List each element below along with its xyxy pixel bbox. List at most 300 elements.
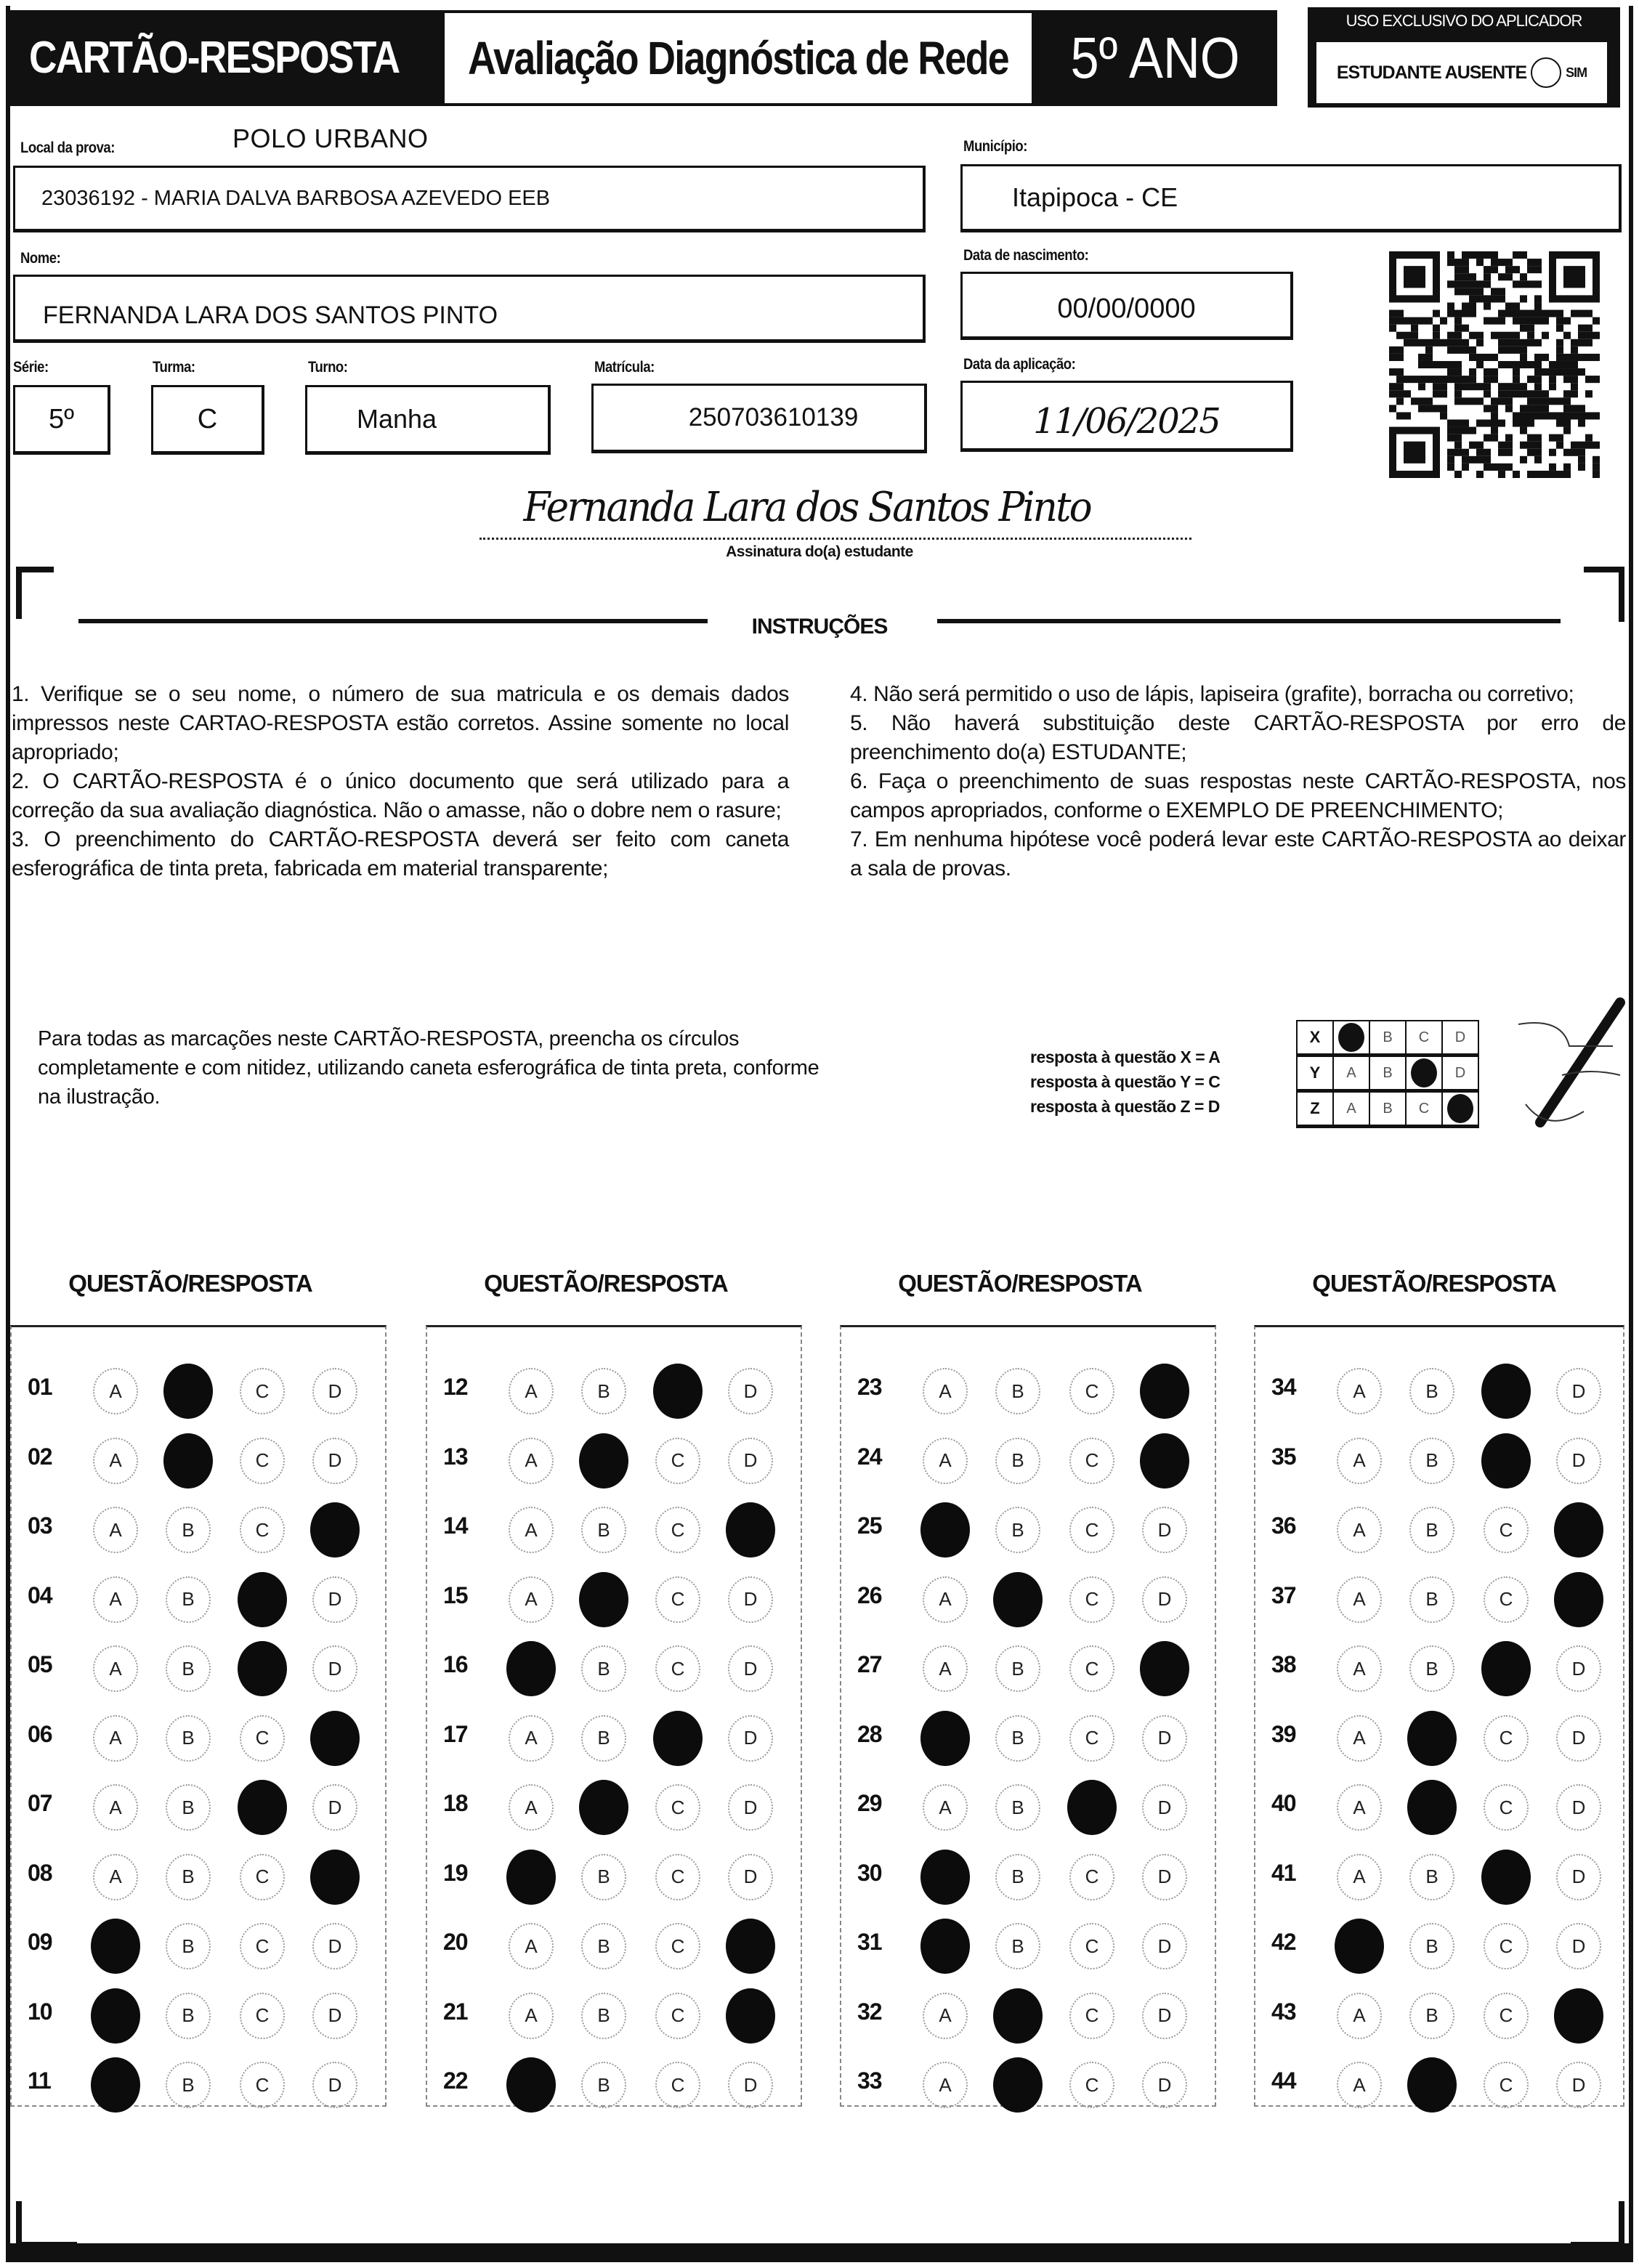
question-number: 36 — [1271, 1512, 1296, 1539]
answer-bubble[interactable]: D — [1142, 1715, 1187, 1762]
answer-bubble[interactable]: D — [1556, 1368, 1601, 1414]
example-question-label: Y — [1297, 1056, 1333, 1091]
answer-bubble[interactable]: A — [923, 1368, 968, 1414]
absent-student-box — [1316, 42, 1607, 103]
example-empty-bubble: B — [1369, 1056, 1406, 1091]
answer-bubble-filled[interactable] — [163, 1433, 213, 1489]
answer-bubble-filled[interactable] — [1554, 1988, 1603, 2044]
question-number: 41 — [1271, 1859, 1296, 1886]
answer-bubble[interactable]: B — [166, 1854, 211, 1900]
answer-bubble[interactable]: A — [923, 1993, 968, 2039]
example-label: resposta à questão Z = D — [1030, 1097, 1220, 1116]
question-number: 02 — [28, 1443, 52, 1470]
answer-bubble[interactable]: A — [93, 1576, 138, 1623]
answer-bubble[interactable]: C — [240, 1438, 285, 1484]
answer-bubble-filled[interactable] — [579, 1433, 628, 1489]
question-row — [427, 1565, 801, 1635]
question-number: 34 — [1271, 1374, 1296, 1400]
answer-bubble[interactable]: C — [655, 1438, 700, 1484]
answer-bubble[interactable]: C — [1484, 1715, 1529, 1762]
corner-mark-bottom-right-v — [1619, 2201, 1624, 2246]
example-empty-bubble: B — [1369, 1021, 1406, 1056]
birth-date-value: 00/00/0000 — [1057, 293, 1196, 324]
answer-bubble[interactable]: C — [655, 1784, 700, 1831]
answer-bubble[interactable]: C — [240, 1715, 285, 1762]
answer-bubble[interactable]: A — [509, 1438, 554, 1484]
municipality-label: Município: — [963, 138, 1027, 155]
answer-bubble[interactable]: D — [1556, 1923, 1601, 1969]
answer-bubble-filled[interactable] — [91, 1919, 140, 1974]
answer-bubble[interactable]: A — [93, 1784, 138, 1831]
answer-bubble[interactable]: D — [728, 1438, 773, 1484]
question-number: 28 — [857, 1720, 882, 1747]
answer-bubble[interactable]: D — [1142, 1993, 1187, 2039]
answer-bubble[interactable]: C — [240, 1368, 285, 1414]
answer-bubble[interactable]: D — [312, 1645, 357, 1692]
question-row — [12, 2050, 385, 2120]
question-row — [841, 1634, 1215, 1704]
answer-bubble[interactable]: C — [655, 1993, 700, 2039]
answer-bubble-filled[interactable] — [310, 1711, 360, 1766]
question-row — [427, 2050, 801, 2120]
answer-bubble-filled[interactable] — [993, 2057, 1043, 2113]
answer-bubble[interactable]: C — [240, 1923, 285, 1969]
answer-bubble[interactable]: C — [1069, 1576, 1114, 1623]
answer-bubble[interactable]: B — [995, 1784, 1040, 1831]
answer-bubble[interactable]: C — [240, 1854, 285, 1900]
answer-bubble[interactable]: B — [995, 1368, 1040, 1414]
answer-bubble[interactable]: C — [1484, 1507, 1529, 1553]
answer-bubble[interactable]: B — [581, 1715, 626, 1762]
answer-bubble[interactable]: B — [1409, 1854, 1454, 1900]
answer-bubble[interactable]: D — [1142, 1923, 1187, 1969]
question-row — [841, 1565, 1215, 1635]
answer-bubble[interactable]: D — [728, 1784, 773, 1831]
answer-bubble[interactable]: C — [1484, 1993, 1529, 2039]
answer-bubble-filled[interactable] — [920, 1502, 970, 1558]
question-row — [1255, 1704, 1623, 1773]
class-value: C — [197, 403, 218, 434]
example-row — [1297, 1021, 1478, 1056]
answer-bubble-filled[interactable] — [1140, 1641, 1189, 1696]
answer-bubble[interactable]: B — [1409, 1507, 1454, 1553]
question-number: 24 — [857, 1443, 882, 1470]
answer-bubble[interactable]: C — [655, 1854, 700, 1900]
question-row — [12, 1426, 385, 1496]
answer-bubble[interactable]: D — [728, 2062, 773, 2108]
answer-bubble[interactable]: B — [166, 1923, 211, 1969]
answer-bubble-filled[interactable] — [1481, 1364, 1531, 1419]
answer-bubble-filled[interactable] — [310, 1850, 360, 1905]
answer-bubble[interactable]: C — [1484, 2062, 1529, 2108]
answer-bubble-filled[interactable] — [1140, 1433, 1189, 1489]
evaluation-title: Avaliação Diagnóstica de Rede — [467, 32, 1009, 84]
answer-bubble[interactable]: B — [995, 1923, 1040, 1969]
answer-bubble-filled[interactable] — [653, 1711, 703, 1766]
answer-bubble[interactable]: A — [1337, 1438, 1382, 1484]
question-row — [427, 1495, 801, 1565]
question-row — [427, 1426, 801, 1496]
answer-bubble-filled[interactable] — [163, 1364, 213, 1419]
answer-bubble[interactable]: B — [166, 1784, 211, 1831]
answer-bubble-filled[interactable] — [506, 2057, 556, 2113]
question-row — [12, 1495, 385, 1565]
answer-bubble[interactable]: B — [1409, 1993, 1454, 2039]
answer-bubble[interactable]: B — [166, 1993, 211, 2039]
answer-bubble[interactable]: B — [1409, 1645, 1454, 1692]
answer-bubble[interactable]: C — [655, 2062, 700, 2108]
example-empty-bubble: A — [1333, 1056, 1369, 1091]
example-row — [1297, 1091, 1478, 1127]
question-row — [841, 2050, 1215, 2120]
enrollment-label: Matrícula: — [594, 359, 655, 376]
answer-bubble[interactable]: B — [166, 2062, 211, 2108]
answer-bubble[interactable]: B — [1409, 1923, 1454, 1969]
answer-bubble-filled[interactable] — [238, 1641, 287, 1696]
answer-bubble[interactable]: C — [655, 1923, 700, 1969]
answer-bubble[interactable]: B — [1409, 1576, 1454, 1623]
answer-bubble[interactable]: B — [995, 1715, 1040, 1762]
question-number: 01 — [28, 1374, 52, 1400]
exam-site-label: Local da prova: — [20, 139, 115, 156]
answer-bubble-filled[interactable] — [1554, 1502, 1603, 1558]
question-row — [1255, 1773, 1623, 1842]
answer-bubble[interactable]: A — [1337, 1715, 1382, 1762]
answer-bubble-filled[interactable] — [1335, 1919, 1384, 1974]
answer-bubble-filled[interactable] — [1067, 1780, 1117, 1835]
answer-bubble[interactable]: A — [509, 1993, 554, 2039]
answer-bubble-filled[interactable] — [310, 1502, 360, 1558]
answer-bubble[interactable]: D — [1142, 1507, 1187, 1553]
answer-bubble[interactable]: C — [1069, 1715, 1114, 1762]
name-label: Nome: — [20, 250, 61, 267]
signature-line — [479, 479, 1191, 540]
question-row — [12, 1356, 385, 1426]
fill-instructions-note: Para todas as marcações neste CARTÃO-RESPOSTA, preencha os círculos completamente e com nitidez, utilizando caneta esferográfica de tinta preta, conforme na ilustração. — [38, 1027, 820, 1109]
example-empty-bubble: D — [1442, 1021, 1478, 1056]
question-number: 22 — [443, 2067, 468, 2094]
question-row — [427, 1842, 801, 1912]
answer-bubble[interactable]: D — [312, 1438, 357, 1484]
answer-bubble[interactable]: A — [1337, 1854, 1382, 1900]
answer-bubble[interactable]: C — [240, 1993, 285, 2039]
answer-bubble[interactable]: A — [509, 1507, 554, 1553]
answer-bubble[interactable]: C — [1484, 1576, 1529, 1623]
example-empty-bubble: B — [1369, 1091, 1406, 1127]
answer-bubble[interactable]: C — [1069, 1438, 1114, 1484]
answer-bubble-filled[interactable] — [1407, 2057, 1457, 2113]
answer-bubble[interactable]: B — [581, 1507, 626, 1553]
exam-site-polo: POLO URBANO — [232, 123, 429, 153]
question-row — [1255, 1356, 1623, 1426]
answer-bubble[interactable]: B — [995, 1645, 1040, 1692]
answer-bubble[interactable]: D — [312, 1784, 357, 1831]
question-number: 43 — [1271, 1998, 1296, 2025]
column-title: QUESTÃO/RESPOSTA — [1312, 1270, 1556, 1297]
answer-bubble[interactable]: B — [166, 1507, 211, 1553]
column-title: QUESTÃO/RESPOSTA — [898, 1270, 1142, 1297]
municipality-field — [960, 164, 1622, 232]
example-empty-bubble: C — [1406, 1091, 1442, 1127]
question-number: 07 — [28, 1790, 52, 1816]
answer-bubble[interactable]: D — [1142, 1576, 1187, 1623]
birth-date-label: Data de nascimento: — [963, 247, 1089, 264]
question-row — [841, 1495, 1215, 1565]
class-label: Turma: — [153, 359, 195, 376]
answer-bubble[interactable]: B — [995, 1438, 1040, 1484]
answer-bubble[interactable]: A — [1337, 1645, 1382, 1692]
applicator-section — [1308, 7, 1620, 108]
answer-bubble-filled[interactable] — [579, 1572, 628, 1627]
question-row — [841, 1704, 1215, 1773]
fill-example-illustration — [1296, 1020, 1479, 1128]
signature-label: Assinatura do(a) estudante — [726, 543, 913, 560]
answer-bubble[interactable]: D — [1556, 1854, 1601, 1900]
series-value: 5º — [48, 403, 74, 434]
question-number: 31 — [857, 1929, 882, 1955]
answer-bubble-filled[interactable] — [579, 1780, 628, 1835]
question-number: 42 — [1271, 1929, 1296, 1955]
answer-bubble-filled[interactable] — [1140, 1364, 1189, 1419]
question-row — [1255, 2050, 1623, 2120]
answer-bubble-filled[interactable] — [726, 1502, 775, 1558]
filled-dot-icon — [1338, 1023, 1364, 1052]
answer-bubble[interactable]: A — [93, 1645, 138, 1692]
question-row — [427, 1356, 801, 1426]
answer-bubble-filled[interactable] — [1407, 1780, 1457, 1835]
question-row — [1255, 1565, 1623, 1635]
answer-bubble[interactable]: A — [1337, 1576, 1382, 1623]
question-number: 13 — [443, 1443, 468, 1470]
answer-bubble[interactable]: C — [240, 2062, 285, 2108]
answer-bubble[interactable]: D — [1556, 1645, 1601, 1692]
answer-bubble-filled[interactable] — [91, 2057, 140, 2113]
question-row — [841, 1356, 1215, 1426]
student-signature: Fernanda Lara dos Santos Pinto — [523, 484, 1090, 531]
question-row — [841, 1842, 1215, 1912]
question-number: 23 — [857, 1374, 882, 1400]
answer-bubble-filled[interactable] — [238, 1572, 287, 1627]
answer-bubble[interactable]: A — [509, 1715, 554, 1762]
answer-bubble[interactable]: A — [923, 1645, 968, 1692]
question-number: 17 — [443, 1720, 468, 1747]
answer-bubble[interactable]: B — [1409, 1438, 1454, 1484]
answer-bubble[interactable]: B — [581, 1923, 626, 1969]
answer-bubble-filled[interactable] — [1481, 1641, 1531, 1696]
example-empty-bubble: A — [1333, 1091, 1369, 1127]
answer-bubble[interactable]: A — [1337, 1993, 1382, 2039]
answer-bubble-filled[interactable] — [993, 1988, 1043, 2044]
question-row — [12, 1981, 385, 2051]
answer-bubble-filled[interactable] — [653, 1364, 703, 1419]
question-row — [841, 1981, 1215, 2051]
question-number: 03 — [28, 1512, 52, 1539]
answer-bubble[interactable]: C — [655, 1507, 700, 1553]
answer-bubble[interactable]: C — [1069, 1993, 1114, 2039]
answer-bubble[interactable]: D — [1556, 1784, 1601, 1831]
answer-bubble[interactable]: D — [312, 1923, 357, 1969]
answer-bubble[interactable]: D — [312, 1576, 357, 1623]
answer-bubble[interactable]: A — [923, 1576, 968, 1623]
enrollment-value: 250703610139 — [688, 403, 859, 432]
answer-bubble[interactable]: B — [166, 1645, 211, 1692]
absent-bubble[interactable] — [1531, 57, 1561, 88]
pen-hand-illustration-icon — [1475, 995, 1635, 1141]
answer-bubble[interactable]: C — [1484, 1784, 1529, 1831]
answer-bubble[interactable]: A — [923, 1784, 968, 1831]
answer-bubble-filled[interactable] — [1481, 1433, 1531, 1489]
name-value: FERNANDA LARA DOS SANTOS PINTO — [43, 301, 498, 329]
answer-bubble-filled[interactable] — [726, 1988, 775, 2044]
question-number: 08 — [28, 1859, 52, 1886]
question-row — [1255, 1634, 1623, 1704]
answer-bubble[interactable]: C — [240, 1507, 285, 1553]
answer-bubble[interactable]: B — [581, 1645, 626, 1692]
question-number: 33 — [857, 2067, 882, 2094]
answer-column — [426, 1325, 802, 2107]
question-number: 27 — [857, 1651, 882, 1677]
question-row — [1255, 1981, 1623, 2051]
answer-bubble-filled[interactable] — [506, 1850, 556, 1905]
answer-bubble[interactable]: B — [1409, 1368, 1454, 1414]
example-question-label: X — [1297, 1021, 1333, 1056]
instruction-item: 1. Verifique se o seu nome, o número de sua matricula e os demais dados impressos neste CARTAO-RESPOSTA estão corretos. Assine somente no local apropriado; — [12, 682, 789, 764]
answer-bubble[interactable]: D — [1142, 2062, 1187, 2108]
filled-dot-icon — [1447, 1094, 1473, 1123]
qr-code — [1389, 251, 1600, 478]
answer-bubble[interactable]: A — [93, 1715, 138, 1762]
series-field — [13, 385, 110, 455]
answer-bubble[interactable]: A — [509, 1576, 554, 1623]
answer-bubble[interactable]: B — [166, 1715, 211, 1762]
answer-bubble-filled[interactable] — [506, 1641, 556, 1696]
question-row — [12, 1634, 385, 1704]
column-title: QUESTÃO/RESPOSTA — [484, 1270, 728, 1297]
answer-bubble[interactable]: B — [581, 1993, 626, 2039]
answer-bubble[interactable]: D — [728, 1854, 773, 1900]
question-number: 37 — [1271, 1581, 1296, 1608]
answer-bubble[interactable]: D — [728, 1715, 773, 1762]
answer-bubble[interactable]: C — [655, 1645, 700, 1692]
question-number: 15 — [443, 1581, 468, 1608]
answer-bubble[interactable]: A — [923, 2062, 968, 2108]
answer-bubble[interactable]: B — [581, 1854, 626, 1900]
answer-bubble-filled[interactable] — [920, 1850, 970, 1905]
answer-bubble[interactable]: C — [1069, 1368, 1114, 1414]
answer-bubble-filled[interactable] — [91, 1988, 140, 2044]
fill-example-table — [1296, 1020, 1479, 1128]
question-row — [841, 1911, 1215, 1981]
example-empty-bubble: C — [1406, 1021, 1442, 1056]
corner-mark-bottom-left-v — [16, 2201, 22, 2246]
answer-bubble[interactable]: A — [509, 1368, 554, 1414]
answer-bubble[interactable]: C — [1484, 1923, 1529, 1969]
question-number: 16 — [443, 1651, 468, 1677]
answer-bubble[interactable]: B — [166, 1576, 211, 1623]
birth-date-field — [960, 272, 1293, 340]
answer-bubble[interactable]: D — [728, 1576, 773, 1623]
answer-bubble[interactable]: C — [1069, 1854, 1114, 1900]
answer-bubble[interactable]: A — [509, 1784, 554, 1831]
question-number: 39 — [1271, 1720, 1296, 1747]
answer-bubble[interactable]: D — [1556, 1715, 1601, 1762]
absent-label: ESTUDANTE AUSENTE — [1336, 62, 1527, 83]
filled-dot-icon — [1411, 1058, 1437, 1088]
answer-bubble[interactable]: C — [1069, 1923, 1114, 1969]
shift-field — [305, 385, 551, 455]
answer-bubble-filled[interactable] — [1407, 1711, 1457, 1766]
answer-bubble[interactable]: B — [581, 2062, 626, 2108]
question-number: 10 — [28, 1998, 52, 2025]
answer-bubble[interactable]: B — [581, 1368, 626, 1414]
answer-bubble-filled[interactable] — [238, 1780, 287, 1835]
answer-bubble[interactable]: A — [93, 1438, 138, 1484]
question-row — [427, 1981, 801, 2051]
answer-bubble[interactable]: A — [1337, 1784, 1382, 1831]
answer-bubble[interactable]: A — [93, 1368, 138, 1414]
answer-bubble[interactable]: D — [1556, 1438, 1601, 1484]
answer-bubble[interactable]: A — [1337, 1368, 1382, 1414]
answer-bubble[interactable]: A — [923, 1438, 968, 1484]
answer-bubble[interactable]: D — [1142, 1784, 1187, 1831]
answer-bubble[interactable]: C — [655, 1576, 700, 1623]
answer-bubble-filled[interactable] — [920, 1919, 970, 1974]
answer-bubble-filled[interactable] — [993, 1572, 1043, 1627]
answer-bubble[interactable]: D — [728, 1368, 773, 1414]
question-number: 06 — [28, 1720, 52, 1747]
shift-value: Manha — [357, 404, 437, 434]
answer-bubble[interactable]: C — [1069, 2062, 1114, 2108]
question-number: 21 — [443, 1998, 468, 2025]
class-field — [151, 385, 264, 455]
question-row — [1255, 1426, 1623, 1496]
question-row — [1255, 1495, 1623, 1565]
answer-bubble[interactable]: D — [1142, 1854, 1187, 1900]
question-number: 30 — [857, 1859, 882, 1886]
answer-bubble[interactable]: B — [995, 1507, 1040, 1553]
answer-bubble-filled[interactable] — [920, 1711, 970, 1766]
example-empty-bubble: D — [1442, 1056, 1478, 1091]
question-number: 38 — [1271, 1651, 1296, 1677]
corner-mark-top-right-v — [1619, 567, 1624, 622]
answer-bubble[interactable]: A — [93, 1507, 138, 1553]
answer-bubble-filled[interactable] — [1554, 1572, 1603, 1627]
example-question-label: Z — [1297, 1091, 1333, 1127]
answer-bubble[interactable]: A — [93, 1854, 138, 1900]
municipality-value: Itapipoca - CE — [1012, 182, 1178, 212]
question-number: 44 — [1271, 2067, 1296, 2094]
example-row — [1297, 1056, 1478, 1091]
question-number: 12 — [443, 1374, 468, 1400]
answer-bubble[interactable]: A — [1337, 1507, 1382, 1553]
answer-bubble[interactable]: D — [728, 1645, 773, 1692]
corner-mark-bottom-right — [1571, 2242, 1624, 2251]
enrollment-field — [591, 384, 927, 453]
answer-column — [10, 1325, 387, 2107]
answer-bubble[interactable]: C — [1069, 1507, 1114, 1553]
answer-bubble[interactable]: C — [1069, 1645, 1114, 1692]
answer-bubble[interactable]: D — [1556, 2062, 1601, 2108]
answer-bubble-filled[interactable] — [1481, 1850, 1531, 1905]
answer-bubble[interactable]: D — [312, 1368, 357, 1414]
answer-bubble[interactable]: D — [312, 1993, 357, 2039]
instructions-right-column — [850, 680, 1626, 883]
answer-bubble[interactable]: B — [995, 1854, 1040, 1900]
answer-bubble[interactable]: A — [1337, 2062, 1382, 2108]
answer-bubble[interactable]: A — [509, 1923, 554, 1969]
answer-bubble-filled[interactable] — [726, 1919, 775, 1974]
answer-bubble[interactable]: D — [312, 2062, 357, 2108]
